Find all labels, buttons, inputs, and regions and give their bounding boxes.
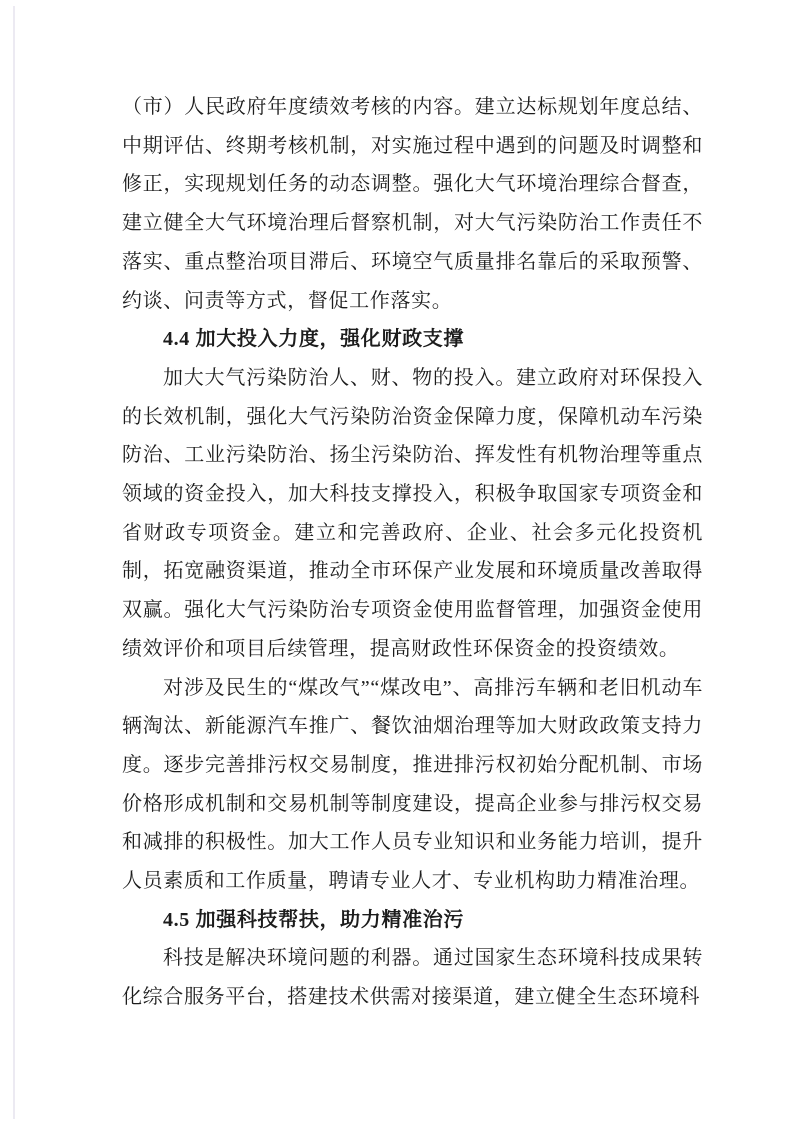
section-heading-4-5: 4.5 加强科技帮扶，助力精准治污 [163,908,465,931]
scan-artifact-line [13,6,15,1119]
section-heading-4-4: 4.4 加大投入力度，强化财政支撑 [163,328,465,351]
paragraph-science-tech: 科技是解决环境问题的利器。通过国家生态环境科技成果转化综合服务平台，搭建技术供需对接渠道，建立健全生态环境科 [122,947,703,1009]
paragraph-continuation: （市）人民政府年度绩效考核的内容。建立达标规划年度总结、中期评估、终期考核机制，对实施过程中遇到的问题及时调整和修正，实现规划任务的动态调整。强化大气环境治理综合督查，建立健全大气环境治理后督察机制，对大气污染防治工作责任不落实、重点整治项目滞后、环境空气质量排名靠后的采取预警、约谈、问责等方式，督促工作落实。 [122,96,703,312]
document-body [122,88,703,1017]
paragraph-policy-support: 对涉及民生的“煤改气”“煤改电”、高排污车辆和老旧机动车辆淘汰、新能源汽车推广、餐饮油烟治理等加大财政政策支持力度。逐步完善排污权交易制度，推进排污权初始分配机制、市场价格形成机制和交易机制等制度建设，提高企业参与排污权交易和减排的积极性。加大工作人员专业知识和业务能力培训，提升人员素质和工作质量，聘请专业人才、专业机构助力精准治理。 [122,676,703,893]
paragraph-funding: 加大大气污染防治人、财、物的投入。建立政府对环保投入的长效机制，强化大气污染防治资金保障力度，保障机动车污染防治、工业污染防治、扬尘污染防治、挥发性有机物治理等重点领域的资金投入，加大科技支撑投入，积极争取国家专项资金和省财政专项资金。建立和完善政府、企业、社会多元化投资机制，拓宽融资渠道，推动全市环保产业发展和环境质量改善取得双赢。强化大气污染防治专项资金使用监督管理，加强资金使用绩效评价和项目后续管理，提高财政性环保资金的投资绩效。 [122,366,703,660]
